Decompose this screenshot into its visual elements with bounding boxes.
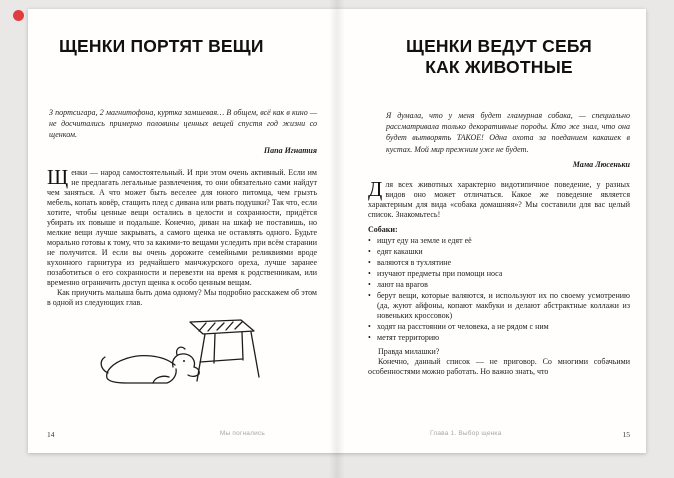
chapter-title-right-line1: ЩЕНКИ ВЕДУТ СЕБЯ: [406, 36, 592, 56]
running-title-left: Мы погнались: [219, 430, 265, 437]
body-paragraph-2: Как приучить малыша быть дома одному? Мы подробно расскажем об этом в одной из следующих глав.: [47, 287, 317, 307]
page-left: [28, 9, 337, 453]
dog-stool-drawing: [93, 315, 263, 389]
body-paragraph-1: [47, 164, 317, 288]
bullet-icon: •: [368, 332, 371, 342]
chapter-title-right: [368, 36, 630, 78]
epigraph-right: Я думала, что у меня будет гламурная собака, — специально рассматривала только декоративные породы. Кто же знал, что она будет вытворять ТАКОЕ! Одна охота за поеданием какашек в кустах. Мой мир прежним уже не будет.: [386, 111, 630, 154]
list-item-text: изучают предметы при помощи носа: [377, 268, 503, 278]
dog-behaviour-list: [368, 236, 630, 343]
dropcap-right: Д: [368, 176, 383, 201]
list-item: [368, 291, 630, 321]
list-item: [368, 333, 630, 343]
list-item-text: метят территорию: [377, 332, 440, 342]
chapter-title-left: ЩЕНКИ ПОРТЯТ ВЕЩИ: [59, 36, 264, 56]
bullet-icon: •: [368, 235, 371, 245]
list-item-text: ищут еду на земле и едят её: [377, 235, 472, 245]
list-item: [368, 280, 630, 290]
list-item: [368, 236, 630, 246]
epigraph-author-right: Мама Люсеньки: [572, 159, 630, 169]
list-item: [368, 269, 630, 279]
list-item-text: едят какашки: [377, 246, 423, 256]
body-intro-text: ля всех животных характерно видотипичное поведение, у разных видов оно может отличаться. Какое же поведение является характерным для вида «собака домашняя»? Мы составили для вас целый список. Знакомьтесь!: [368, 179, 630, 219]
list-item-text: ходят на расстоянии от человека, а не рядом с ним: [377, 321, 549, 331]
list-item: [368, 322, 630, 332]
bullet-icon: •: [368, 321, 371, 331]
bullet-icon: •: [368, 290, 371, 300]
list-item-text: берут вещи, которые валяются, и используют их по своему усмотрению (да, жуют айфоны, копают макбуки и делают абстрактные коллажи из новеньких кроссовок): [377, 290, 630, 320]
bullet-icon: •: [368, 257, 371, 267]
chapter-title-right-line2: КАК ЖИВОТНЫЕ: [425, 57, 573, 77]
book-spread: [28, 9, 646, 453]
epigraph-author-left: Папа Игнатия: [263, 145, 317, 155]
dog-chewing-stool-illustration: [93, 315, 317, 394]
list-item-text: лают на врагов: [377, 279, 428, 289]
list-item-text: валяются в тухлятине: [377, 257, 452, 267]
bullet-icon: •: [368, 268, 371, 278]
page-number-left: 14: [47, 430, 55, 439]
footer-right: [368, 430, 630, 440]
closing-paragraph: Конечно, данный список — не приговор. Со многими собачьими особенностями можно работать. Но важно знать, что: [368, 356, 630, 376]
epigraph-left: 3 портсигара, 2 магнитофона, куртка замшевая… В общем, всё как в кино — не досчитались примерно половины ценных вещей спустя год жизни со щенком.: [49, 108, 317, 140]
list-item: [368, 247, 630, 257]
body-intro-right: [368, 176, 630, 220]
page-right: [337, 9, 646, 453]
bullet-icon: •: [368, 246, 371, 256]
running-title-right: Глава 1. Выбор щенка: [430, 430, 502, 437]
page-number-right: 15: [622, 430, 630, 439]
dropcap-left: Щ: [47, 164, 69, 189]
bullet-icon: •: [368, 279, 371, 289]
red-marker-dot: [13, 10, 24, 21]
question-line: Правда милашки?: [378, 346, 440, 356]
list-heading: Собаки:: [368, 224, 398, 234]
list-item: [368, 258, 630, 268]
footer-left: [47, 430, 317, 440]
body-text-left: енки — народ самостоятельный. И при этом очень активный. Если им не предлагать легальные развлечения, то они обязательно сами найдут чем заняться. А что может быть веселее для юного питомца, чем грызть мебель, копать ковёр, стащить плед с дивана или рвать подушки? Так что, если хотите, чтобы ценные вещи остались в целости и сохранности, придётся убирать их повыше и подальше. Конечно, диван на шкаф не поставишь, но мелкие вещи лучше закрывать, а самого щенка не оставлять одного. Будьте морально готовы к тому, что за какими-то вещами уследить при всём старании не получится. И если вы очень дорожите семейными реликвиями вроде кухонного гарнитура из редчайшего манчжурского ореха, лучше заранее позаботиться о его сохранности и перевезти на время к родственникам, или временно ограничить доступ щенка к особо ценным вещам.: [47, 167, 317, 287]
